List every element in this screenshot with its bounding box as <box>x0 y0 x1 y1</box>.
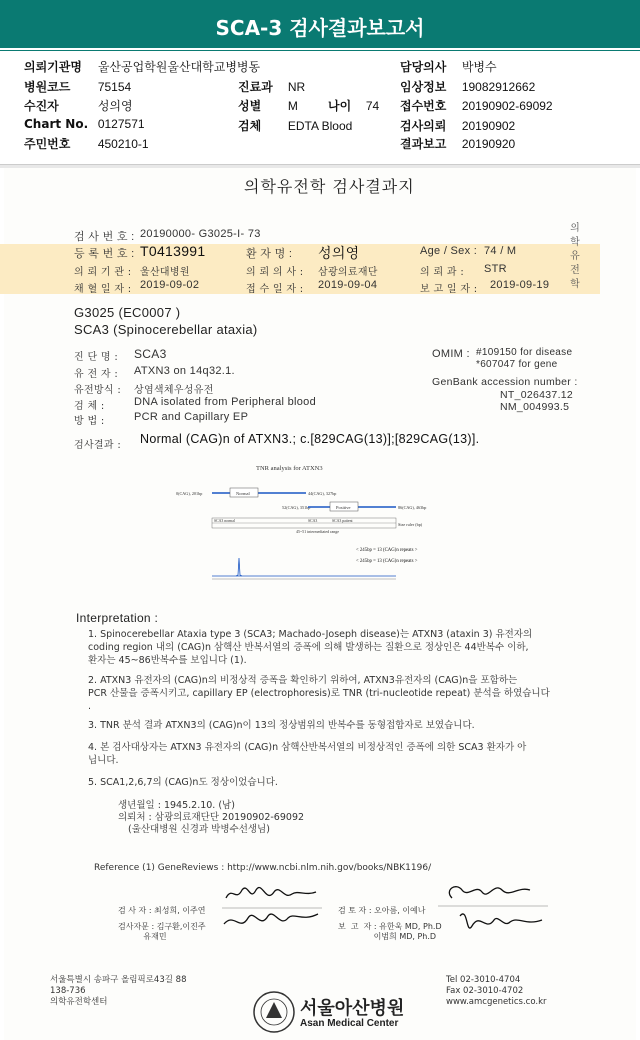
logo-english: Asan Medical Center <box>300 1018 399 1029</box>
normal-right-label: 44(CAG), 327bp <box>308 491 337 496</box>
result-label: 검사결과 : <box>74 440 121 451</box>
chart-label: Chart No. <box>24 117 89 131</box>
institution-value: 울산공업학원울산대학교병병동 <box>97 60 261 74</box>
asan-seal-icon <box>252 990 296 1034</box>
age-value: 74 <box>365 99 380 113</box>
test-no: 20190000- G3025-I- 73 <box>140 228 261 240</box>
omim-disease: #109150 for disease <box>476 347 573 358</box>
gene: ATXN3 on 14q32.1. <box>134 365 235 377</box>
interp-line: PCR 산물을 증폭시키고, capillary EP (electrophoresis)로 TNR (tri-nucleotide repeat) 분석을 하였습니다 <box>88 688 550 699</box>
collect-date: 2019-09-02 <box>140 279 200 291</box>
telephone: Tel 02-3010-4704 <box>446 975 521 985</box>
inherit-label: 유전방식 : <box>74 385 121 396</box>
side-char: 의 <box>570 223 580 234</box>
ruler-size-label: Size ruler (bp) <box>398 522 423 527</box>
interp-line: 4. 본 검사대상자는 ATXN3 유전자의 (CAG)n 삼핵산반복서열의 비정상적인 증폭에 의한 SCA3 환자가 아 <box>88 742 527 753</box>
clinical-row <box>400 78 535 95</box>
tester: 검 사 자 : 최성희, 이주연 <box>118 906 206 915</box>
age-sex: 74 / M <box>484 245 517 257</box>
doctor-label: 담당의사 <box>400 60 447 74</box>
diag-label: 진 단 명 : <box>74 352 118 363</box>
institution-row <box>24 58 260 75</box>
gene-label: 유 전 자 : <box>74 369 118 380</box>
requester-label: 의 뢰 의 사 : <box>246 267 304 278</box>
sex-label: 성별 <box>238 99 262 113</box>
positive-left-label: 52(CAG), 351bp <box>282 505 311 510</box>
positive-box-label: Positive <box>336 505 351 510</box>
hospital-code-value: 75154 <box>97 80 132 94</box>
request-date-row <box>400 117 515 134</box>
side-char: 유 <box>570 251 580 262</box>
peak-label-2: < 245bp = 13 (CAG)n repeats > <box>356 559 418 564</box>
normal-left-label: 0(CAG), 201bp <box>176 491 203 496</box>
collect-label: 채 혈 일 자 : <box>74 284 132 295</box>
ruler-patient-label: SCA3 patient <box>332 519 353 523</box>
reg-no-label: 등 록 번 호 : <box>74 248 135 260</box>
ruler-sca3-label: SCA3 <box>308 519 318 523</box>
specimen-doc: DNA isolated from Peripheral blood <box>134 396 317 408</box>
patient-row <box>24 97 133 114</box>
pt-name: 성의영 <box>318 246 360 262</box>
receive-label: 접 수 일 자 : <box>246 284 304 295</box>
reg-no: T0413991 <box>140 243 206 259</box>
receive-date: 2019-09-04 <box>318 279 378 291</box>
reviewer: 검 토 자 : 오아름, 이예나 <box>338 906 426 915</box>
report-date-value: 20190920 <box>461 137 516 151</box>
interp-line: 5. SCA1,2,6,7의 (CAG)n도 정상이었습니다. <box>88 777 278 788</box>
hospital-code-row <box>24 78 131 95</box>
address-3: 의학유전학센터 <box>50 997 108 1007</box>
specimen-label: 검체 <box>238 119 262 133</box>
dept-value: NR <box>287 80 306 94</box>
interp-line: coding region 내의 (CAG)n 삼핵산 반복서열의 증폭에 의해 발생하는 질환으로 정상인은 44반복수 이하, <box>88 642 529 653</box>
specimen-label-doc: 검 체 : <box>74 401 105 412</box>
inherit: 상염색체우성유전 <box>134 385 214 396</box>
dept-label-doc: 의 뢰 과 : <box>420 267 464 278</box>
signature-tester <box>222 880 322 940</box>
test-code: G3025 (EC0007 ) <box>74 305 181 320</box>
address-2: 138-736 <box>50 986 86 996</box>
client-info-2: (울산대병원 신경과 박병수선생님) <box>128 824 270 835</box>
report-label-doc: 보 고 일 자 : <box>420 284 478 295</box>
reporter: 보 고 자 : 유한욱 MD, Ph.D 이범희 MD, Ph.D <box>338 922 442 941</box>
side-char: 학 <box>570 237 580 248</box>
interp-line: 환자는 45~86반복수를 보입니다 (1). <box>88 655 247 666</box>
intermediate-label: 45~51 intermediated range <box>296 529 340 534</box>
specimen-value: EDTA Blood <box>287 119 353 133</box>
interp-line: 3. TNR 분석 결과 ATXN3의 (CAG)n이 13의 정상범위의 반복수를 동형접합자로 보였습니다. <box>88 720 475 731</box>
logo-korean: 서울아산병원 <box>300 998 405 1019</box>
signature-reviewer <box>438 876 548 944</box>
peak-label-1: < 245bp = 13 (CAG)n repeats > <box>356 548 418 553</box>
age-sex-label: Age / Sex : <box>420 245 478 257</box>
specimen-row <box>238 117 352 134</box>
side-char: 학 <box>570 279 580 290</box>
test-name: SCA3 (Spinocerebellar ataxia) <box>74 322 258 337</box>
dept-row <box>238 78 305 95</box>
normal-box-label: Normal <box>236 491 250 496</box>
request-date-value: 20190902 <box>461 119 516 133</box>
ruler-normal-label: SCA3 normal <box>214 519 235 523</box>
omim-gene: *607047 for gene <box>476 359 558 370</box>
report-title: SCA-3 검사결과보고서 <box>0 0 640 48</box>
id-label: 주민번호 <box>24 137 71 151</box>
requester: 삼광의료재단 <box>318 267 378 278</box>
test-no-label: 검 사 번 호 : <box>74 231 135 243</box>
interp-line: 2. ATXN3 유전자의 (CAG)n의 비정상적 증폭을 확인하기 위하여, ATXN3유전자의 (CAG)n을 포함하는 <box>88 675 518 686</box>
doc-heading: 의학유전학 검사결과지 <box>244 177 415 196</box>
receipt-label: 접수번호 <box>400 99 447 113</box>
report-date-doc: 2019-09-19 <box>490 279 550 291</box>
report-date-label: 결과보고 <box>400 137 447 151</box>
tnr-figure <box>170 458 460 586</box>
id-value: 450210-1 <box>97 137 149 151</box>
method: PCR and Capillary EP <box>134 411 249 423</box>
sex-row <box>238 97 298 114</box>
age-label: 나이 <box>328 99 352 113</box>
doctor-row <box>400 58 497 75</box>
birth-date: 생년월일 : 1945.2.10. (남) <box>118 800 235 811</box>
advisor: 검사자문 : 김구환,이진주 유재민 <box>118 922 206 941</box>
diag: SCA3 <box>134 347 167 361</box>
patient-label: 수진자 <box>24 99 59 113</box>
result-value: Normal (CAG)n of ATXN3.; c.[829CAG(13)];[829CAG(13)]. <box>140 432 480 446</box>
omim-label: OMIM : <box>432 348 470 360</box>
genbank-nt: NT_026437.12 <box>500 389 574 401</box>
sex-value: M <box>287 99 298 113</box>
dept-doc: STR <box>484 263 507 275</box>
side-label <box>568 222 582 292</box>
interp-line: 1. Spinocerebellar Ataxia type 3 (SCA3; Machado-Joseph disease)는 ATXN3 (ataxin 3) 유전자의 <box>88 629 533 640</box>
figure-title: TNR analysis for ATXN3 <box>256 465 323 472</box>
trace-peak <box>236 558 242 576</box>
doctor-value: 박병수 <box>461 60 497 74</box>
id-row <box>24 135 149 152</box>
dept-label: 진료과 <box>238 80 273 94</box>
institution-label: 의뢰기관명 <box>24 60 82 74</box>
chart-row <box>24 117 145 131</box>
org-label: 의 뢰 기 관 : <box>74 267 132 278</box>
interp-title: Interpretation : <box>76 611 159 625</box>
website: www.amcgenetics.co.kr <box>446 997 547 1007</box>
chart-value: 0127571 <box>97 117 145 131</box>
clinical-label: 임상정보 <box>400 80 447 94</box>
address-1: 서울특별시 송파구 올림픽로43길 88 <box>50 975 187 985</box>
org: 울산대병원 <box>140 267 190 278</box>
interp-line: 닙니다. <box>88 755 119 766</box>
receipt-value: 20190902-69092 <box>461 99 553 113</box>
reference: Reference (1) GeneReviews : http://www.ncbi.nlm.nih.gov/books/NBK1196/ <box>94 863 432 873</box>
age-row <box>328 97 379 114</box>
method-label: 방 법 : <box>74 416 105 427</box>
clinical-value: 19082912662 <box>461 80 536 94</box>
positive-right-label: 86(CAG), 463bp <box>398 505 427 510</box>
receipt-row <box>400 97 553 114</box>
pt-name-label: 환 자 명 : <box>246 248 293 260</box>
fax: Fax 02-3010-4702 <box>446 986 524 996</box>
report-date-row <box>400 135 515 152</box>
interp-line: . <box>88 701 92 712</box>
side-char: 전 <box>570 265 580 276</box>
genbank-nm: NM_004993.5 <box>500 401 570 413</box>
client-info: 의뢰처 : 삼광의료재단단 20190902-69092 <box>118 812 305 823</box>
hospital-code-label: 병원코드 <box>24 80 71 94</box>
genbank-label: GenBank accession number : <box>432 376 578 388</box>
request-date-label: 검사의뢰 <box>400 119 447 133</box>
patient-value: 성의영 <box>97 99 133 113</box>
